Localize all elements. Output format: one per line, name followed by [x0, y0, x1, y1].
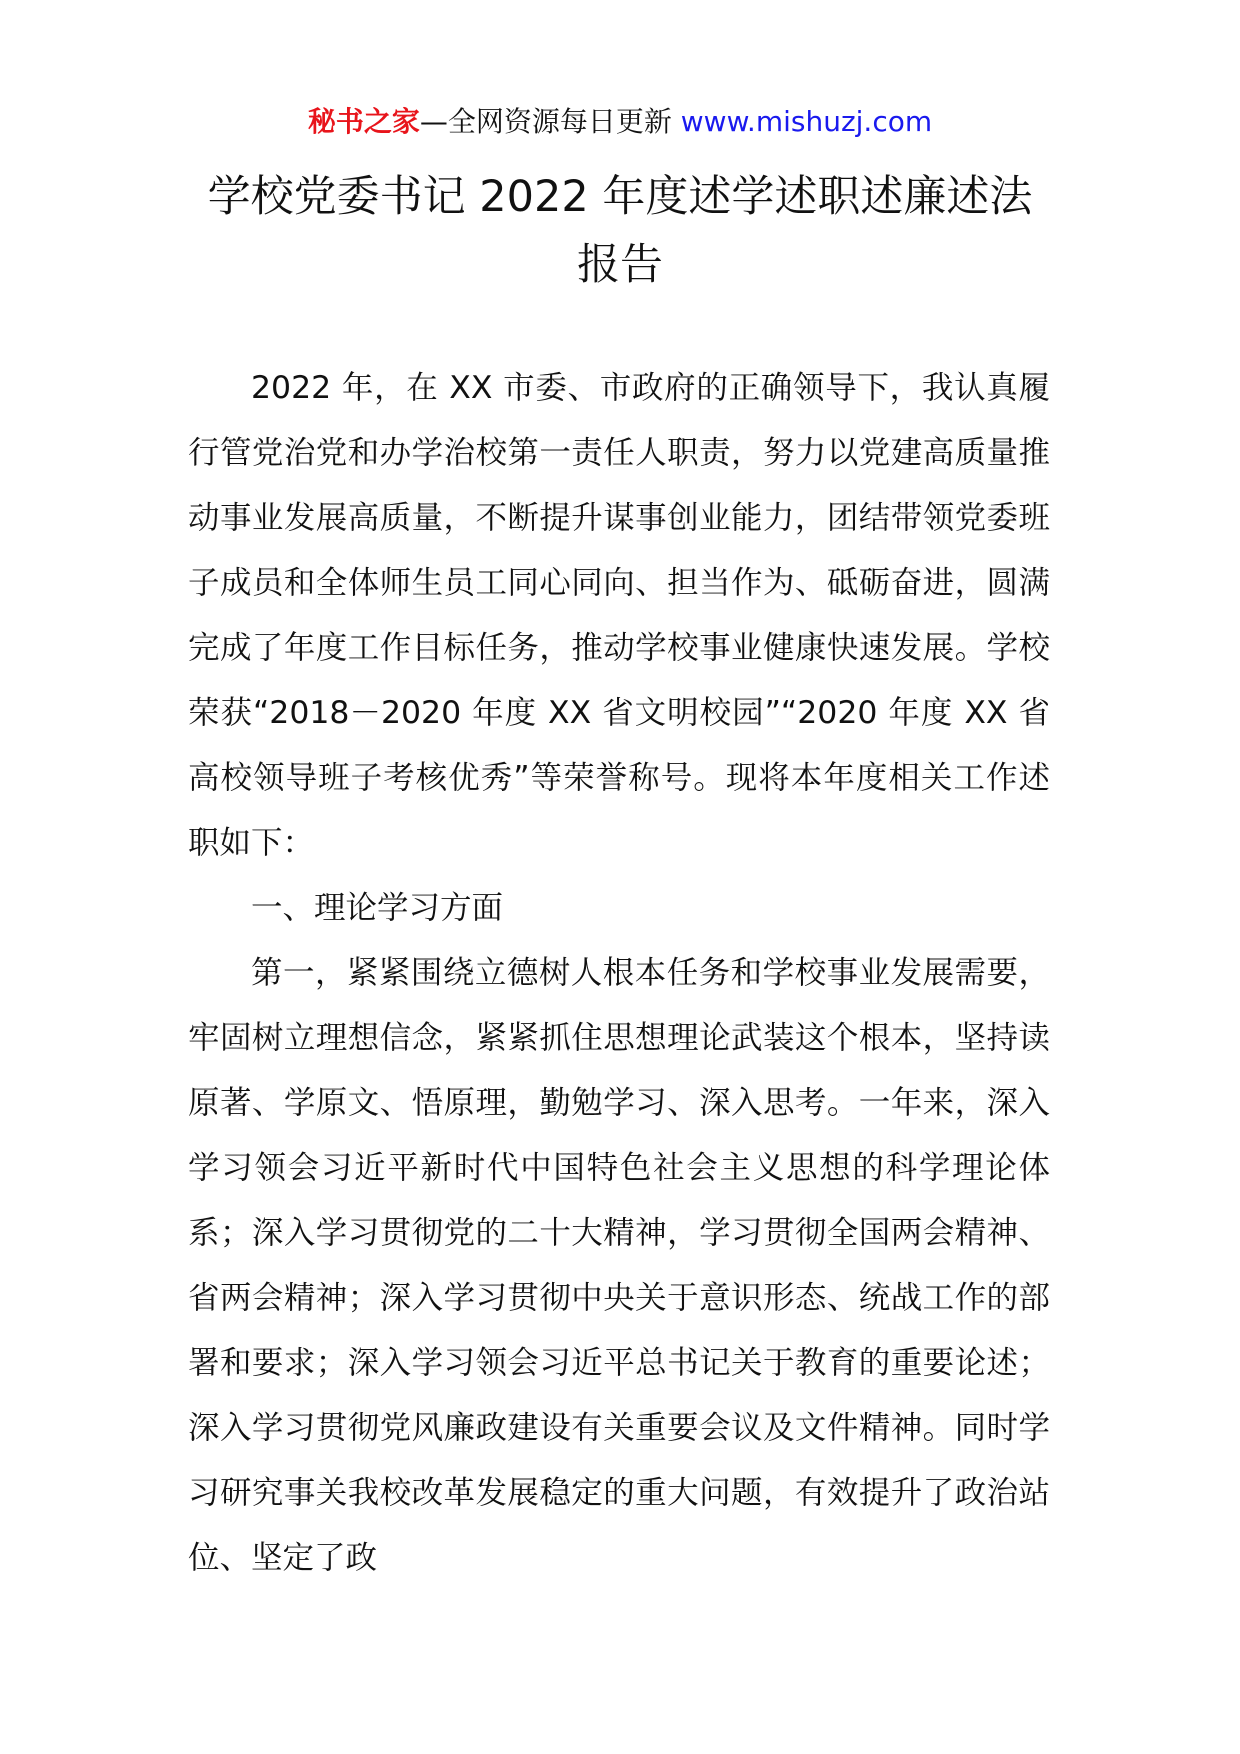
header-tagline: —全网资源每日更新	[419, 105, 681, 138]
document-body	[188, 356, 1050, 1591]
website-link[interactable]: www.mishuzj.com	[680, 105, 933, 138]
section-heading: 一、理论学习方面	[251, 890, 504, 926]
title-line-2: 报告	[577, 240, 663, 290]
title-line-1: 学校党委书记 2022 年度述学述职述廉述法	[207, 172, 1033, 222]
brand-name: 秘书之家	[307, 105, 420, 138]
document-title	[190, 163, 1050, 299]
intro-paragraph: 2022 年，在 XX 市委、市政府的正确领导下，我认真履行管党治党和办学治校第一责任人职责，努力以党建高质量推动事业发展高质量，不断提升谋事创业能力，团结带领党委班子成员和全体师生员工同心同向、担当作为、砥砺奋进，圆满完成了年度工作目标任务，推动学校事业健康快速发展。学校荣获“2018－2020 年度 XX 省文明校园”“2020 年度 XX 省高校领导班子考核优秀”等荣誉称号。现将本年度相关工作述职如下：	[188, 370, 1050, 861]
site-header-banner	[0, 102, 1240, 142]
body-paragraph: 第一，紧紧围绕立德树人根本任务和学校事业发展需要，牢固树立理想信念，紧紧抓住思想理论武装这个根本，坚持读原著、学原文、悟原理，勤勉学习、深入思考。一年来，深入学习领会习近平新时代中国特色社会主义思想的科学理论体系；深入学习贯彻党的二十大精神，学习贯彻全国两会精神、省两会精神；深入学习贯彻中央关于意识形态、统战工作的部署和要求；深入学习领会习近平总书记关于教育的重要论述；深入学习贯彻党风廉政建设有关重要会议及文件精神。同时学习研究事关我校改革发展稳定的重大问题，有效提升了政治站位、坚定了政	[188, 955, 1050, 1576]
